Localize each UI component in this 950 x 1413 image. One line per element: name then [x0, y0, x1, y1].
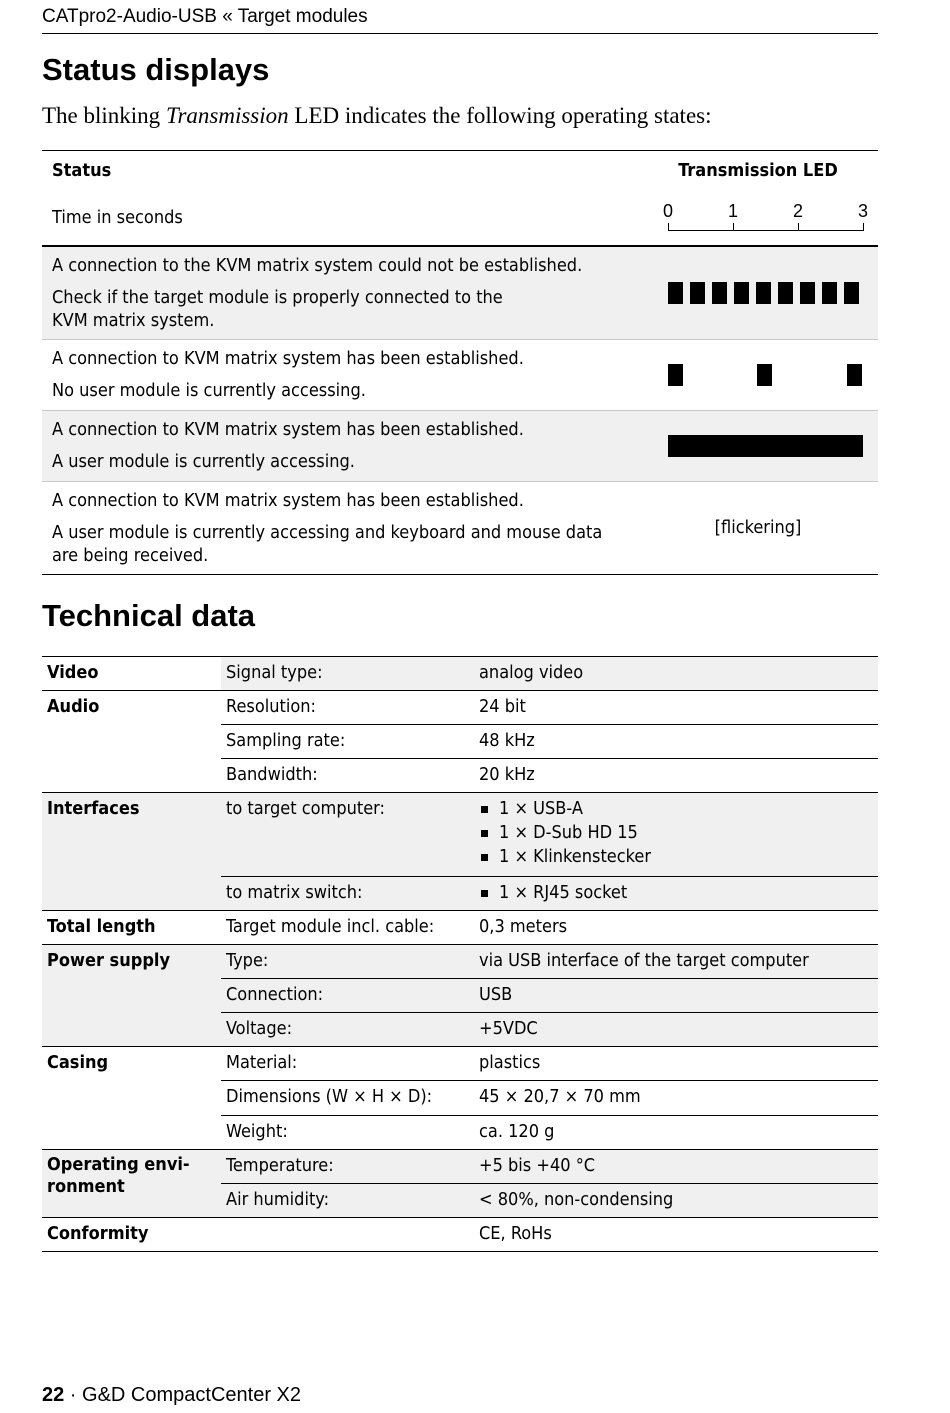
page-number: 22: [42, 1384, 65, 1406]
spec-row: [42, 691, 878, 725]
status-intro: [42, 103, 712, 129]
spec-row: [42, 793, 878, 877]
led-pulse: [690, 282, 705, 304]
spec-value: < 80%, non-condensing: [474, 1184, 878, 1218]
intro-emphasis: Transmission: [165, 103, 289, 128]
spec-key: Target module incl. cable:: [221, 911, 474, 945]
led-fast-blink: [668, 282, 864, 304]
status-line: Check if the target module is properly connected to the KVM matrix system.: [52, 286, 503, 331]
led-pulse: [712, 282, 727, 304]
spec-key: Air humidity:: [221, 1184, 474, 1218]
product-name: G&D CompactCenter X2: [82, 1384, 302, 1406]
spec-bullet-list: [479, 797, 873, 869]
spec-bullet: 1 × D-Sub HD 15: [479, 821, 873, 845]
status-row: [42, 410, 878, 481]
scale-axis: [668, 230, 864, 231]
led-pulse: [800, 282, 815, 304]
spec-value: 20 kHz: [474, 759, 878, 793]
spec-key: Signal type:: [221, 657, 474, 691]
spec-key: Resolution:: [221, 691, 474, 725]
spec-row: [42, 1218, 878, 1252]
led-flickering-label: [flickering]: [638, 481, 878, 574]
spec-row: [42, 911, 878, 945]
led-pulse: [668, 282, 683, 304]
spec-value: 45 × 20,7 × 70 mm: [474, 1081, 878, 1116]
led-pulse: [847, 364, 862, 386]
status-line: A connection to KVM matrix system has been established.: [52, 489, 524, 511]
spec-key: Type:: [221, 945, 474, 979]
status-line: No user module is currently accessing.: [52, 380, 366, 401]
led-column-header: Transmission LED: [638, 151, 878, 190]
running-header: CATpro2-Audio-USB « Target modules: [42, 6, 878, 34]
spec-row: [42, 1150, 878, 1184]
spec-value: +5 bis +40 °C: [474, 1150, 878, 1184]
spec-bullet-list: [479, 881, 873, 905]
status-line: A user module is currently accessing and keyboard and mouse data are being received.: [52, 521, 603, 566]
spec-key: Temperature:: [221, 1150, 474, 1184]
led-pulse: [668, 364, 683, 386]
spec-value: 0,3 meters: [474, 911, 878, 945]
scale-label: 0: [662, 201, 674, 221]
spec-value: 24 bit: [474, 691, 878, 725]
status-line: A connection to the KVM matrix system could not be established.: [52, 254, 583, 276]
scale-tick: [798, 223, 799, 231]
technical-data-table: [42, 656, 878, 1252]
spec-key: [221, 1218, 474, 1252]
spec-key: Sampling rate:: [221, 725, 474, 759]
spec-category: Audio: [42, 691, 221, 793]
spec-key: Bandwidth:: [221, 759, 474, 793]
led-pulse: [757, 364, 772, 386]
spec-key: Material:: [221, 1047, 474, 1081]
spec-key: Voltage:: [221, 1013, 474, 1047]
spec-value: via USB interface of the target computer: [474, 945, 878, 979]
led-pulse: [822, 282, 837, 304]
spec-row: [42, 945, 878, 979]
spec-value: analog video: [474, 657, 878, 691]
status-row: [42, 339, 878, 410]
spec-key: Dimensions (W × H × D):: [221, 1081, 474, 1116]
scale-label: 1: [727, 201, 739, 221]
time-scale: [662, 201, 869, 233]
scale-tick: [863, 223, 864, 231]
spec-key: to matrix switch:: [221, 877, 474, 911]
intro-post: LED indicates the following operating states:: [288, 103, 712, 128]
spec-value: 48 kHz: [474, 725, 878, 759]
led-pulse: [734, 282, 749, 304]
led-pulse: [844, 282, 859, 304]
spec-bullet: 1 × RJ45 socket: [479, 881, 873, 905]
spec-row: [42, 1047, 878, 1081]
scale-label: 3: [857, 201, 869, 221]
status-displays-heading: Status displays: [42, 52, 270, 87]
spec-category: Power supply: [42, 945, 221, 1047]
spec-value: CE, RoHs: [474, 1218, 878, 1252]
spec-value: +5VDC: [474, 1013, 878, 1047]
scale-label: 2: [792, 201, 804, 221]
intro-pre: The blinking: [42, 103, 166, 128]
led-slow-blink: [668, 364, 864, 386]
spec-bullet: 1 × USB-A: [479, 797, 873, 821]
status-table: [42, 150, 878, 575]
status-line: A connection to KVM matrix system has been established.: [52, 419, 524, 440]
led-steady-on: [668, 435, 864, 457]
spec-value: plastics: [474, 1047, 878, 1081]
time-label: Time in seconds: [42, 189, 638, 246]
spec-row: [42, 657, 878, 691]
scale-tick: [733, 223, 734, 231]
spec-value: USB: [474, 979, 878, 1013]
spec-key: Connection:: [221, 979, 474, 1013]
page-footer: [42, 1384, 301, 1407]
spec-value: ca. 120 g: [474, 1116, 878, 1150]
spec-bullet: 1 × Klinkenstecker: [479, 845, 873, 869]
spec-category: Conformity: [42, 1218, 221, 1252]
spec-category: Video: [42, 657, 221, 691]
led-pulse: [756, 282, 771, 304]
status-column-header: Status: [42, 151, 638, 190]
spec-category: Total length: [42, 911, 221, 945]
scale-tick: [668, 223, 669, 231]
technical-data-heading: Technical data: [42, 598, 256, 633]
status-line: A connection to KVM matrix system has been established.: [52, 348, 524, 369]
status-row: [42, 246, 878, 339]
status-line: A user module is currently accessing.: [52, 451, 355, 472]
spec-category: Operating envi-ronment: [42, 1150, 221, 1218]
led-bar: [668, 435, 863, 457]
spec-key: Weight:: [221, 1116, 474, 1150]
spec-category: Casing: [42, 1047, 221, 1150]
spec-category: Interfaces: [42, 793, 221, 911]
spec-key: to target computer:: [221, 793, 474, 877]
led-pulse: [778, 282, 793, 304]
footer-separator: ·: [64, 1384, 83, 1406]
status-row: [42, 481, 878, 574]
